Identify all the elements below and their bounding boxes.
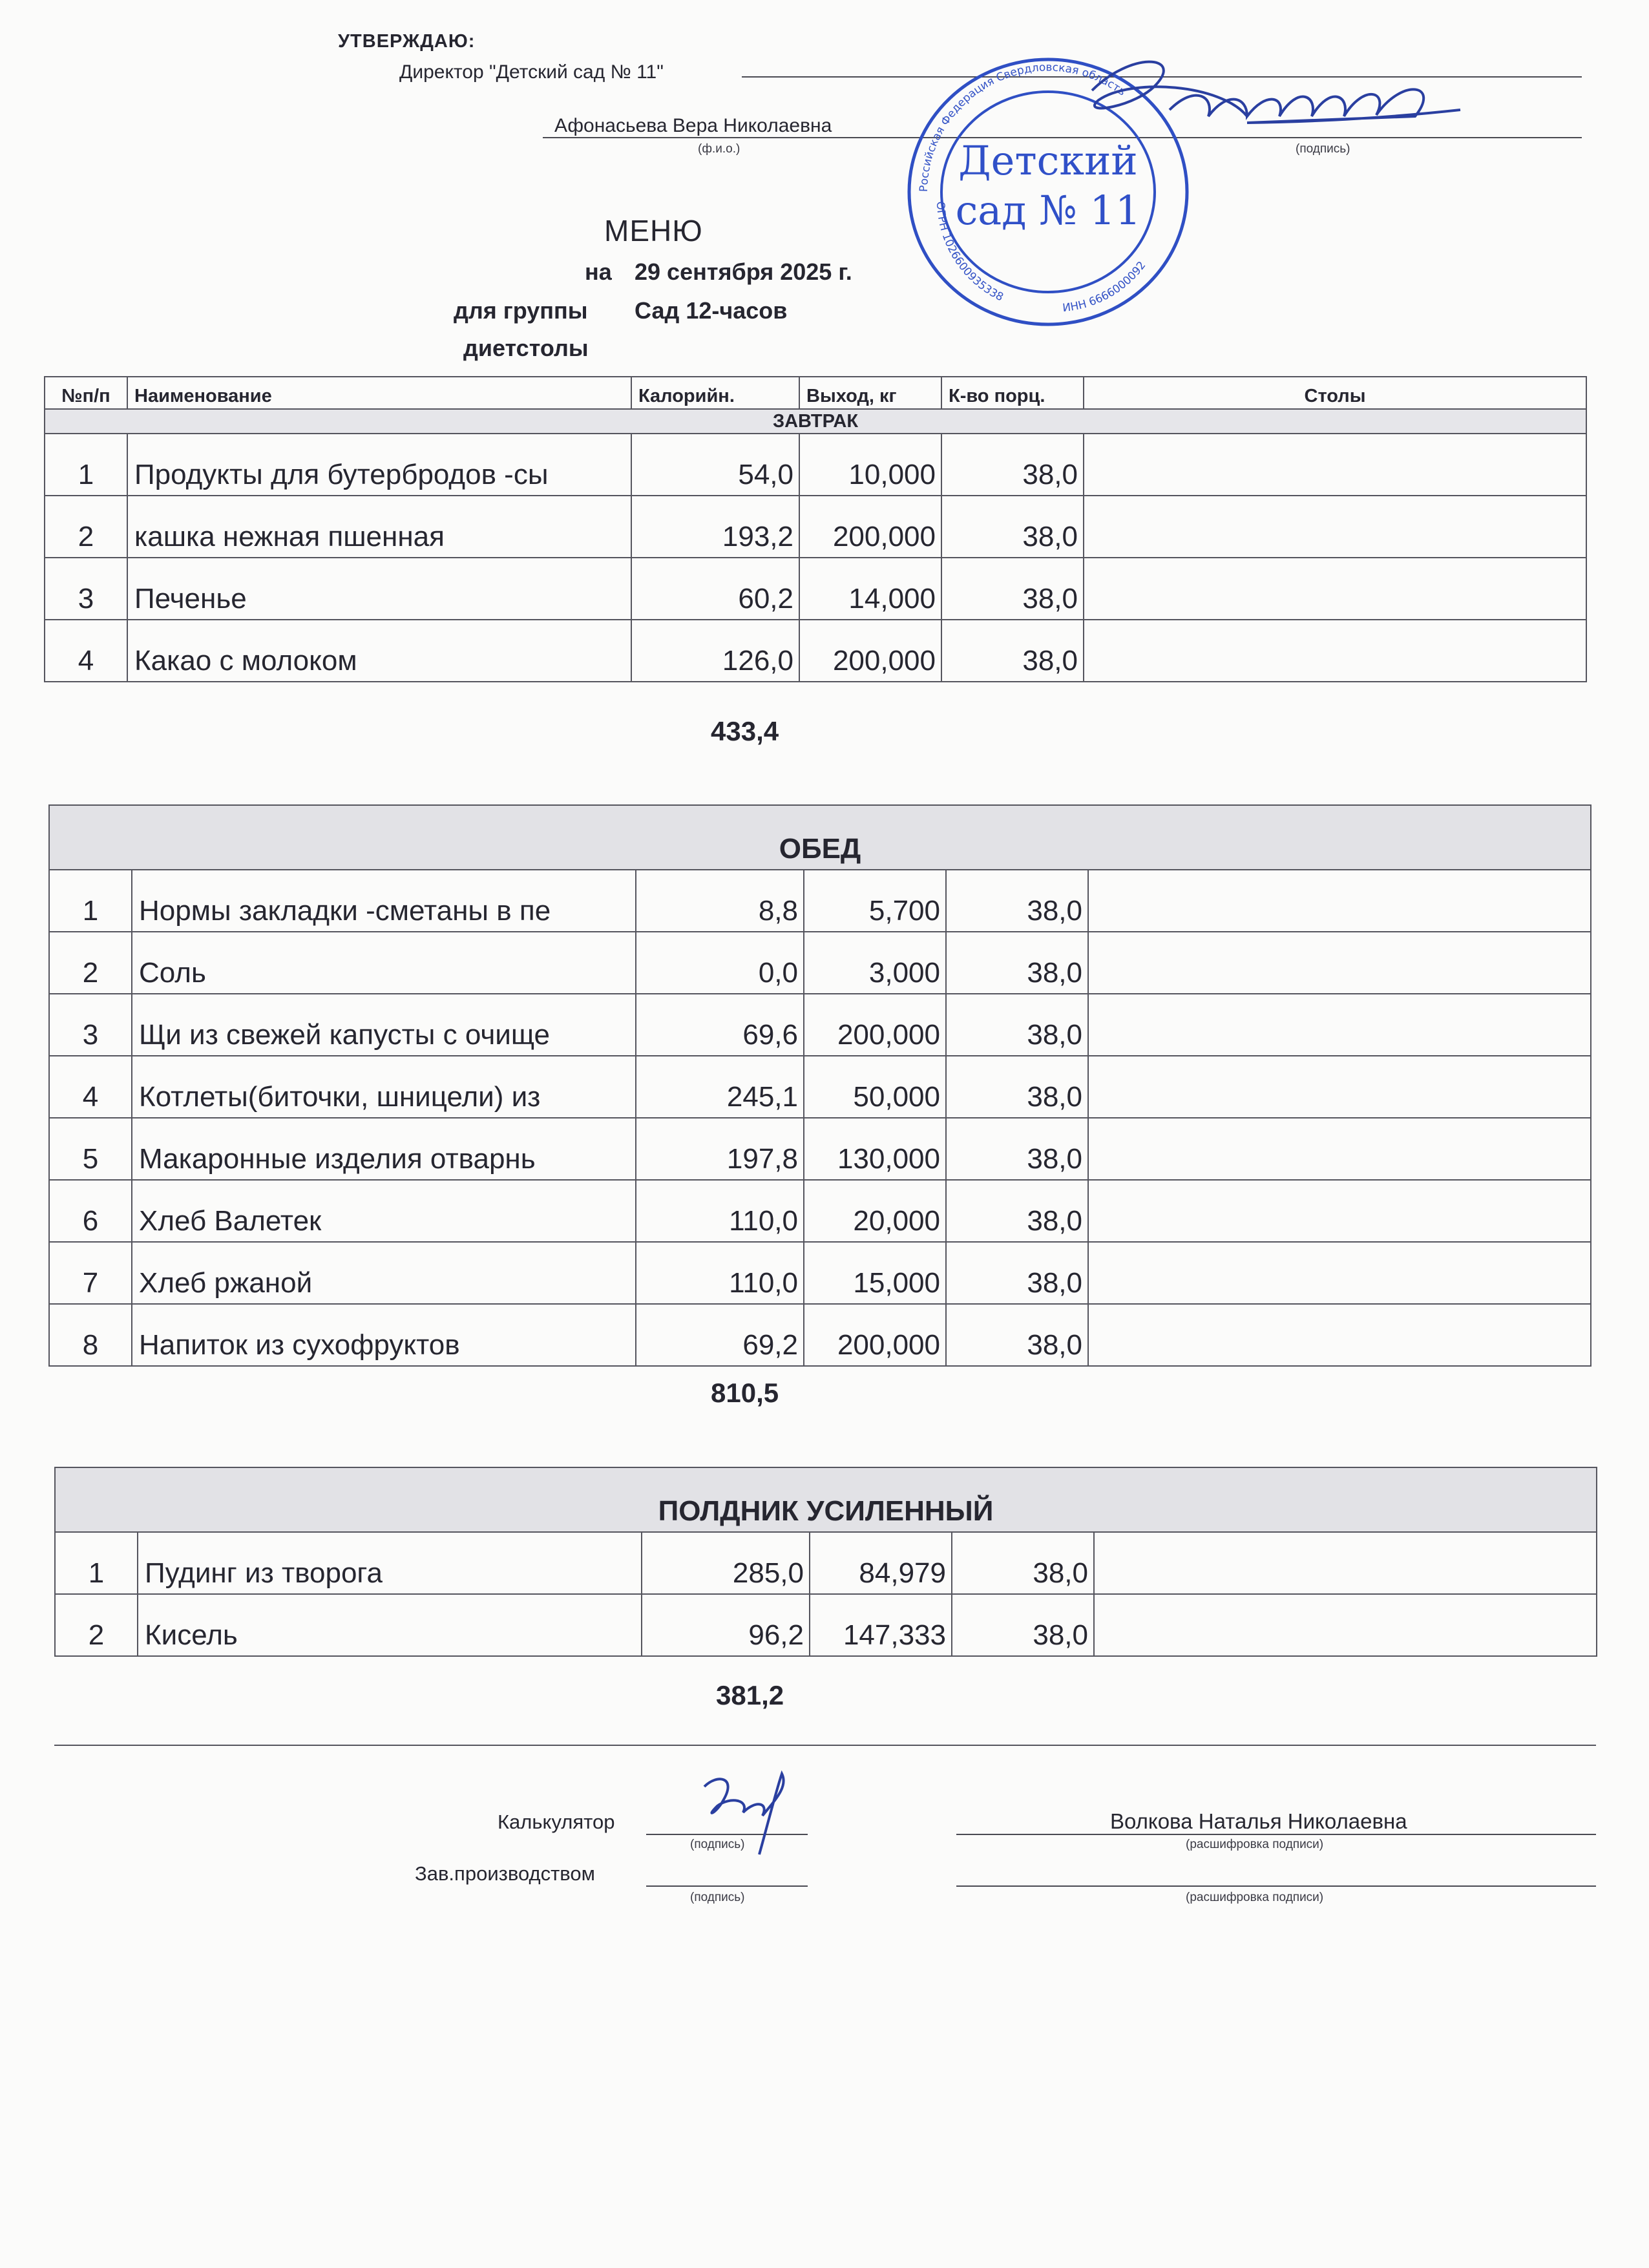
section-header-lunch: ОБЕД bbox=[49, 805, 1591, 870]
production-sign-caption: (подпись) bbox=[690, 1891, 745, 1904]
section-header-snack: ПОЛДНИК УСИЛЕННЫЙ bbox=[55, 1467, 1597, 1532]
stamp-ring-left: ОГРН 1026600935338 bbox=[933, 201, 1005, 304]
stamp-ring-right: ИНН 6666000092 bbox=[1062, 258, 1149, 315]
breakfast-table bbox=[44, 376, 1587, 682]
section-header-breakfast: ЗАВТРАК bbox=[45, 409, 1586, 434]
lunch-total: 810,5 bbox=[711, 1378, 779, 1408]
snack-table bbox=[54, 1467, 1597, 1657]
footer-divider bbox=[54, 1745, 1596, 1746]
table-row: 6 Хлеб Валетек 110,0 20,000 38,0 bbox=[49, 1180, 1591, 1242]
director-name: Афонасьева Вера Николаевна bbox=[554, 115, 832, 136]
table-row: 7 Хлеб ржаной 110,0 15,000 38,0 bbox=[49, 1242, 1591, 1304]
table-row: 1 Нормы закладки -сметаны в пе 8,8 5,700 38,0 bbox=[49, 870, 1591, 932]
stamp-ring-top: Российская Федерация Свердловская область bbox=[917, 61, 1128, 193]
table-row: 8 Напиток из сухофруктов 69,2 200,000 38,0 bbox=[49, 1304, 1591, 1366]
calculator-decode-line bbox=[956, 1834, 1596, 1835]
menu-date: 29 сентября 2025 г. bbox=[635, 258, 852, 285]
date-prefix: на bbox=[585, 258, 612, 285]
diet-label: диетстолы bbox=[463, 335, 589, 361]
table-header bbox=[45, 377, 1586, 409]
lunch-table bbox=[48, 804, 1591, 1367]
col-portions: К-во порц. bbox=[941, 377, 1084, 409]
production-decode-caption: (расшифровка подписи) bbox=[1186, 1891, 1324, 1904]
table-row: 4 Какао с молоком 126,0 200,000 38,0 bbox=[45, 620, 1586, 682]
table-row: 4 Котлеты(биточки, шницели) из 245,1 50,000 38,0 bbox=[49, 1056, 1591, 1118]
menu-title: МЕНЮ bbox=[604, 214, 703, 247]
calculator-sign-caption: (подпись) bbox=[690, 1838, 745, 1851]
group-name: Сад 12-часов bbox=[635, 297, 788, 324]
table-row: 1 Пудинг из творога 285,0 84,979 38,0 bbox=[55, 1532, 1597, 1594]
production-label: Зав.производством bbox=[415, 1862, 595, 1885]
calculator-name: Волкова Наталья Николаевна bbox=[1110, 1809, 1407, 1833]
fio-caption: (ф.и.о.) bbox=[698, 142, 740, 156]
col-num: №п/п bbox=[45, 377, 127, 409]
stamp-center-line2: сад № 11 bbox=[955, 187, 1141, 234]
svg-text:ИНН 6666000092 bbox=[1062, 259, 1148, 315]
table-row: 2 кашка нежная пшенная 193,2 200,000 38,0 bbox=[45, 496, 1586, 558]
director-signature bbox=[1053, 45, 1467, 155]
table-row: 5 Макаронные изделия отварнь 197,8 130,000 38,0 bbox=[49, 1118, 1591, 1180]
signature-caption: (подпись) bbox=[1296, 142, 1350, 156]
stamp-center-line1: Детский bbox=[958, 137, 1138, 184]
table-row: 3 Щи из свежей капусты с очище 69,6 200,000 38,0 bbox=[49, 994, 1591, 1056]
snack-total: 381,2 bbox=[716, 1680, 784, 1710]
breakfast-total: 433,4 bbox=[711, 716, 779, 746]
table-row: 3 Печенье 60,2 14,000 38,0 bbox=[45, 558, 1586, 620]
col-kcal: Калорийн. bbox=[631, 377, 799, 409]
production-sign-line bbox=[646, 1885, 808, 1887]
director-label: Директор "Детский сад № 11" bbox=[399, 61, 664, 83]
group-prefix: для группы bbox=[454, 297, 588, 324]
calculator-label: Калькулятор bbox=[498, 1811, 615, 1833]
table-row: 1 Продукты для бутербродов -сы 54,0 10,000 38,0 bbox=[45, 434, 1586, 496]
approval-heading: УТВЕРЖДАЮ: bbox=[338, 31, 476, 52]
col-name: Наименование bbox=[127, 377, 631, 409]
calculator-signature bbox=[691, 1761, 821, 1858]
col-yield: Выход, кг bbox=[799, 377, 941, 409]
calculator-decode-caption: (расшифровка подписи) bbox=[1186, 1838, 1324, 1851]
production-decode-line bbox=[956, 1885, 1596, 1887]
table-row: 2 Соль 0,0 3,000 38,0 bbox=[49, 932, 1591, 994]
table-row: 2 Кисель 96,2 147,333 38,0 bbox=[55, 1594, 1597, 1656]
col-tables: Столы bbox=[1084, 377, 1586, 409]
